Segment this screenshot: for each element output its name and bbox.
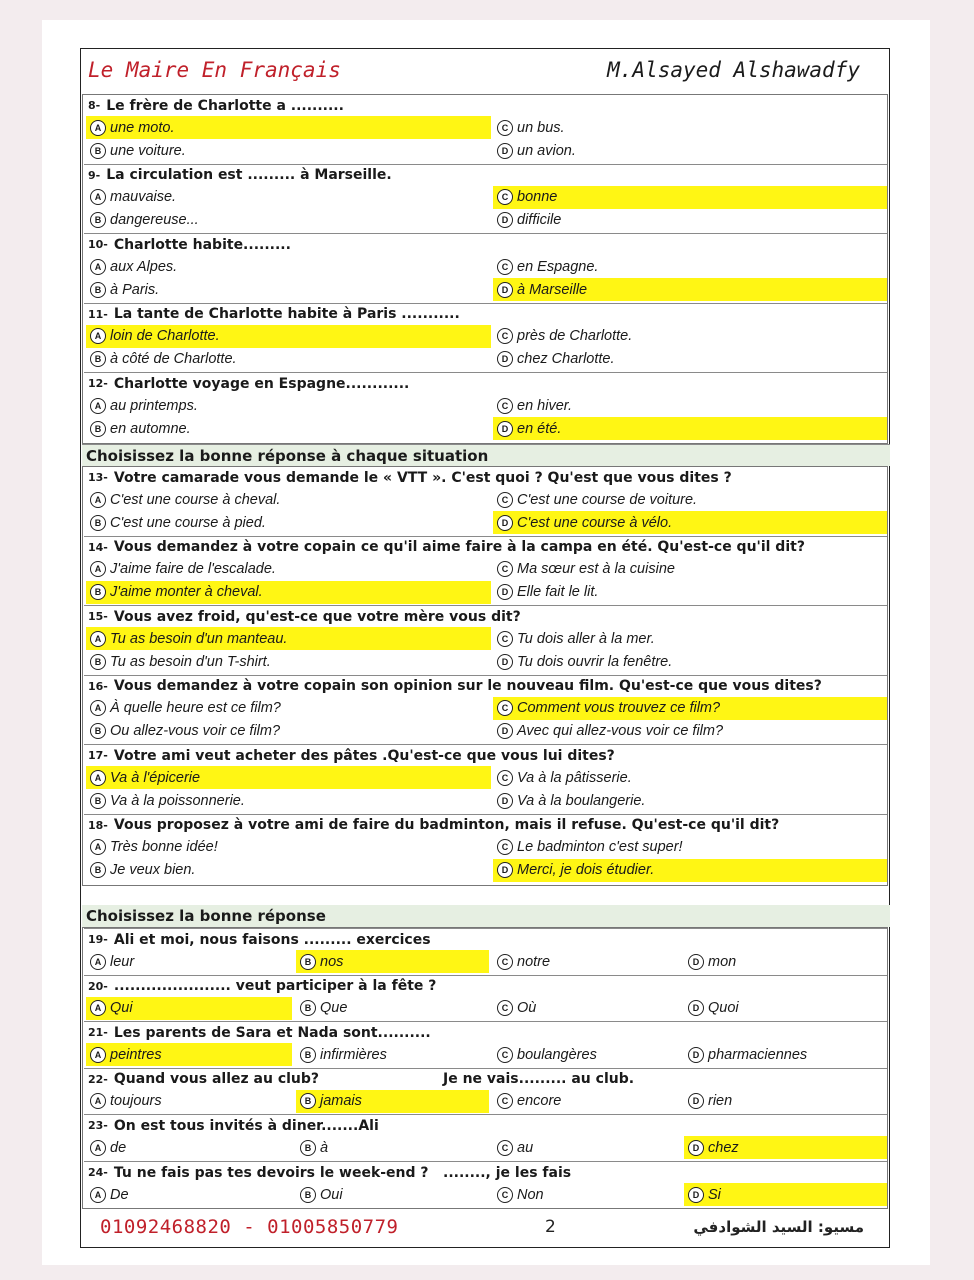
option-letter-a-icon: A xyxy=(90,259,106,275)
option-text-a: Tu as besoin d'un manteau. xyxy=(110,630,288,647)
option-letter-b-icon: B xyxy=(90,793,106,809)
author-name: M.Alsayed Alshawadfy xyxy=(607,58,860,82)
option-letter-b-icon: B xyxy=(90,421,106,437)
option-text-c: Va à la pâtisserie. xyxy=(517,769,632,786)
option-letter-c-icon: C xyxy=(497,1047,513,1063)
option-text-b: Tu as besoin d'un T-shirt. xyxy=(110,653,271,670)
option-text-a: C'est une course à cheval. xyxy=(110,491,281,508)
option-text-b: en automne. xyxy=(110,420,191,437)
option-letter-a-icon: A xyxy=(90,328,106,344)
option-text-b: une voiture. xyxy=(110,142,186,159)
option-letter-c-icon: C xyxy=(497,839,513,855)
question-text: Votre camarade vous demande le « VTT ». C'est quoi ? Qu'est que vous dites ? xyxy=(113,469,732,486)
option-letter-d-icon: D xyxy=(688,1093,704,1109)
footer-phone-numbers: 01092468820 - 01005850779 xyxy=(100,1216,399,1238)
option-text-d: Si xyxy=(708,1186,721,1203)
option-text-d: Va à la boulangerie. xyxy=(517,792,646,809)
question-number: 21- xyxy=(88,1026,108,1040)
option-text-c: Le badminton c'est super! xyxy=(517,839,683,855)
question-number: 16- xyxy=(88,679,108,693)
page-number: 2 xyxy=(545,1217,556,1237)
question-number: 24- xyxy=(88,1166,108,1179)
option-text-c: encore xyxy=(517,1093,562,1110)
option-letter-c-icon: C xyxy=(497,492,513,508)
option-letter-c-icon: C xyxy=(497,700,513,716)
question-text: La circulation est ......... à Marseille. xyxy=(106,167,392,183)
option-text-b: Oui xyxy=(320,1186,343,1203)
option-letter-c-icon: C xyxy=(497,954,513,970)
option-text-d: en été. xyxy=(517,420,562,437)
section-heading-choose: Choisissez la bonne réponse xyxy=(82,905,890,927)
question-text: Vous avez froid, qu'est-ce que votre mère vous dit? xyxy=(113,608,521,625)
option-text-c: notre xyxy=(517,953,551,970)
option-letter-b-icon: B xyxy=(300,1000,316,1016)
option-letter-d-icon: D xyxy=(497,282,513,298)
option-text-c: un bus. xyxy=(517,119,565,136)
question-number: 19- xyxy=(88,933,108,946)
option-letter-a-icon: A xyxy=(90,189,106,205)
question-text: Le frère de Charlotte a .......... xyxy=(106,97,344,114)
option-letter-d-icon: D xyxy=(497,351,513,367)
question-text: Vous proposez à votre ami de faire du badminton, mais il refuse. Qu'est-ce qu'il dit? xyxy=(113,817,780,833)
option-text-a: toujours xyxy=(110,1093,162,1110)
question-text: Tu ne fais pas tes devoirs le week-end ? xyxy=(113,1164,429,1181)
option-letter-c-icon: C xyxy=(497,770,513,786)
question-text: Vous demandez à votre copain son opinion sur le nouveau film. Qu'est-ce que vous dites? xyxy=(113,678,822,694)
option-text-b: Va à la poissonnerie. xyxy=(110,792,245,809)
option-letter-d-icon: D xyxy=(497,862,513,878)
option-letter-d-icon: D xyxy=(497,212,513,228)
table-border xyxy=(82,466,888,886)
option-text-b: infirmières xyxy=(320,1046,387,1063)
section-heading-situations: Choisissez la bonne réponse à chaque situation xyxy=(82,444,890,466)
option-letter-d-icon: D xyxy=(497,723,513,739)
option-text-d: un avion. xyxy=(517,142,576,159)
question-text: Vous demandez à votre copain ce qu'il aime faire à la campa en été. Qu'est-ce qu'il dit? xyxy=(113,539,805,555)
question-number: 15- xyxy=(88,610,108,623)
option-letter-d-icon: D xyxy=(688,1140,704,1156)
option-letter-b-icon: B xyxy=(90,584,106,600)
option-text-c: au xyxy=(517,1139,534,1156)
option-text-d: Tu dois ouvrir la fenêtre. xyxy=(517,653,673,670)
option-text-c: C'est une course de voiture. xyxy=(517,491,698,508)
option-text-b: J'aime monter à cheval. xyxy=(110,584,263,600)
option-text-a: J'aime faire de l'escalade. xyxy=(110,561,276,577)
option-text-b: nos xyxy=(320,953,344,970)
option-letter-c-icon: C xyxy=(497,1093,513,1109)
option-text-c: en hiver. xyxy=(517,397,573,414)
option-text-b: Que xyxy=(320,1000,348,1017)
option-text-d: chez xyxy=(708,1139,739,1156)
option-letter-b-icon: B xyxy=(90,515,106,531)
option-letter-a-icon: A xyxy=(90,1140,106,1156)
option-letter-b-icon: B xyxy=(300,1187,316,1203)
option-text-d: pharmaciennes xyxy=(708,1046,808,1063)
option-text-a: une moto. xyxy=(110,119,175,136)
footer-arabic-signature: مسيو: السيد الشوادفي xyxy=(693,1218,864,1236)
option-letter-c-icon: C xyxy=(497,631,513,647)
option-letter-d-icon: D xyxy=(688,1047,704,1063)
option-text-b: Ou allez-vous voir ce film? xyxy=(110,723,281,739)
option-text-a: Qui xyxy=(110,1000,133,1017)
option-text-c: boulangères xyxy=(517,1046,597,1063)
option-letter-b-icon: B xyxy=(300,1140,316,1156)
option-letter-b-icon: B xyxy=(300,1047,316,1063)
option-letter-d-icon: D xyxy=(497,421,513,437)
question-text: Quand vous allez au club? xyxy=(113,1071,320,1088)
option-text-d: à Marseille xyxy=(517,281,588,298)
question-text: La tante de Charlotte habite à Paris ........... xyxy=(113,306,460,322)
option-text-c: Où xyxy=(517,1000,537,1017)
question-text: Ali et moi, nous faisons ......... exercices xyxy=(113,931,431,948)
option-letter-a-icon: A xyxy=(90,1093,106,1109)
option-text-d: mon xyxy=(708,953,737,970)
question-extra-text: ........, je les fais xyxy=(443,1164,572,1181)
question-text: ...................... veut participer à la fête ? xyxy=(113,978,437,995)
option-letter-d-icon: D xyxy=(688,1000,704,1016)
option-text-a: peintres xyxy=(110,1046,162,1063)
option-text-a: au printemps. xyxy=(110,397,198,414)
option-letter-c-icon: C xyxy=(497,561,513,577)
option-letter-d-icon: D xyxy=(688,1187,704,1203)
option-letter-a-icon: A xyxy=(90,120,106,136)
option-letter-a-icon: A xyxy=(90,770,106,786)
option-letter-b-icon: B xyxy=(300,954,316,970)
option-letter-a-icon: A xyxy=(90,1047,106,1063)
question-number: 13- xyxy=(88,471,108,484)
option-text-b: à xyxy=(320,1139,329,1156)
option-text-d: chez Charlotte. xyxy=(517,351,615,367)
option-text-b: à Paris. xyxy=(110,281,160,298)
question-extra-text: Je ne vais......... au club. xyxy=(443,1071,635,1088)
question-number: 14- xyxy=(88,540,108,554)
option-text-a: À quelle heure est ce film? xyxy=(110,700,281,716)
question-text: Votre ami veut acheter des pâtes .Qu'est-ce que vous lui dites? xyxy=(113,747,615,764)
option-text-d: Avec qui allez-vous voir ce film? xyxy=(517,723,724,739)
option-text-a: De xyxy=(110,1186,129,1203)
option-text-b: dangereuse... xyxy=(110,212,199,228)
option-text-a: leur xyxy=(110,953,135,970)
option-letter-c-icon: C xyxy=(497,120,513,136)
option-letter-d-icon: D xyxy=(497,793,513,809)
option-text-d: rien xyxy=(708,1093,733,1110)
question-text: Charlotte voyage en Espagne............ xyxy=(113,375,410,392)
option-letter-c-icon: C xyxy=(497,259,513,275)
option-letter-d-icon: D xyxy=(688,954,704,970)
question-number: 12- xyxy=(88,377,108,390)
option-letter-a-icon: A xyxy=(90,1187,106,1203)
question-number: 11- xyxy=(88,307,108,321)
question-number: 17- xyxy=(88,749,108,762)
question-number: 10- xyxy=(88,238,108,251)
option-letter-b-icon: B xyxy=(90,351,106,367)
option-text-c: bonne xyxy=(517,189,558,205)
option-letter-b-icon: B xyxy=(90,282,106,298)
page-title: Le Maire En Français xyxy=(88,58,341,82)
question-text: Charlotte habite......... xyxy=(113,236,291,253)
option-letter-d-icon: D xyxy=(497,143,513,159)
option-text-a: de xyxy=(110,1139,127,1156)
option-text-b: jamais xyxy=(320,1093,362,1110)
option-text-c: Tu dois aller à la mer. xyxy=(517,630,655,647)
option-letter-a-icon: A xyxy=(90,700,106,716)
question-number: 20- xyxy=(88,979,108,993)
option-text-a: Va à l'épicerie xyxy=(110,769,201,786)
option-text-c: Non xyxy=(517,1186,544,1203)
option-letter-a-icon: A xyxy=(90,631,106,647)
option-letter-c-icon: C xyxy=(497,328,513,344)
option-letter-a-icon: A xyxy=(90,954,106,970)
option-letter-c-icon: C xyxy=(497,398,513,414)
question-text: Les parents de Sara et Nada sont.......... xyxy=(113,1024,431,1041)
question-number: 22- xyxy=(88,1072,108,1086)
question-number: 18- xyxy=(88,818,108,832)
option-text-b: à côté de Charlotte. xyxy=(110,351,237,367)
option-letter-b-icon: B xyxy=(90,723,106,739)
option-text-d: Quoi xyxy=(708,1000,739,1017)
question-number: 8- xyxy=(88,99,101,112)
option-text-d: Merci, je dois étudier. xyxy=(517,862,655,878)
table-border xyxy=(82,927,888,1209)
option-letter-b-icon: B xyxy=(90,862,106,878)
option-letter-c-icon: C xyxy=(497,1187,513,1203)
option-letter-b-icon: B xyxy=(90,212,106,228)
question-number: 9- xyxy=(88,168,101,182)
option-letter-a-icon: A xyxy=(90,398,106,414)
option-letter-c-icon: C xyxy=(497,1000,513,1016)
option-text-a: aux Alpes. xyxy=(110,258,178,275)
option-letter-a-icon: A xyxy=(90,839,106,855)
option-letter-b-icon: B xyxy=(90,654,106,670)
question-text: On est tous invités à diner.......Ali xyxy=(113,1117,379,1134)
option-letter-a-icon: A xyxy=(90,492,106,508)
option-letter-c-icon: C xyxy=(497,1140,513,1156)
option-letter-a-icon: A xyxy=(90,1000,106,1016)
option-letter-b-icon: B xyxy=(300,1093,316,1109)
option-text-c: Ma sœur est à la cuisine xyxy=(517,561,675,577)
option-text-a: loin de Charlotte. xyxy=(110,328,220,344)
option-letter-d-icon: D xyxy=(497,584,513,600)
option-letter-b-icon: B xyxy=(90,143,106,159)
option-text-c: près de Charlotte. xyxy=(517,328,633,344)
option-text-c: Comment vous trouvez ce film? xyxy=(517,700,721,716)
option-text-a: Très bonne idée! xyxy=(110,839,218,855)
question-number: 23- xyxy=(88,1119,108,1133)
table-border xyxy=(82,94,888,444)
option-text-d: Elle fait le lit. xyxy=(517,584,599,600)
option-text-d: difficile xyxy=(517,212,562,228)
option-letter-d-icon: D xyxy=(497,654,513,670)
option-text-b: C'est une course à pied. xyxy=(110,514,266,531)
option-text-c: en Espagne. xyxy=(517,258,599,275)
option-letter-a-icon: A xyxy=(90,561,106,577)
option-text-b: Je veux bien. xyxy=(110,862,196,878)
option-text-a: mauvaise. xyxy=(110,189,177,205)
option-text-d: C'est une course à vélo. xyxy=(517,514,673,531)
option-letter-d-icon: D xyxy=(497,515,513,531)
option-letter-c-icon: C xyxy=(497,189,513,205)
